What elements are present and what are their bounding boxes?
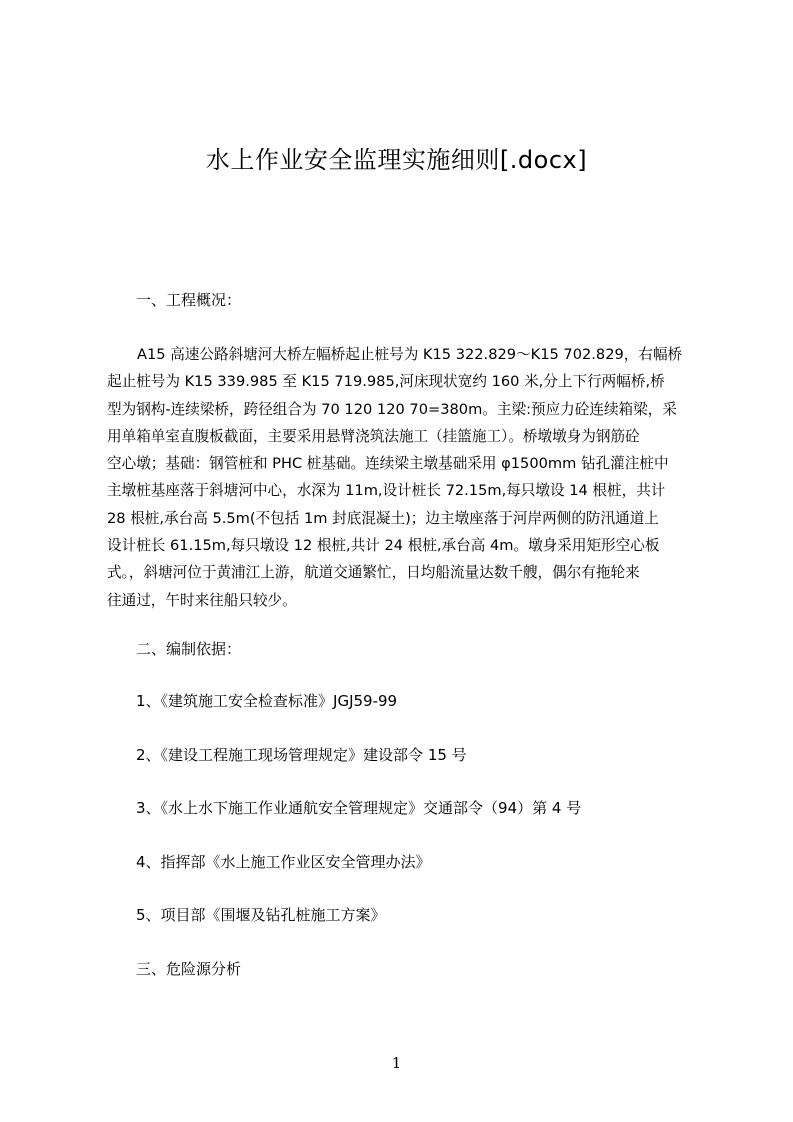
paragraph-line: 往通过，午时来往船只较少。 [107, 591, 297, 609]
overview-paragraph [107, 341, 697, 614]
basis-list-item: 2、《建设工程施工现场管理规定》建设部令 15 号 [136, 746, 467, 764]
document-title: 水上作业安全监理实施细则[.docx] [205, 146, 588, 174]
paragraph-line: 28 根桩,承台高 5.5m(不包括 1m 封底混凝土)；边主墩座落于河岸两侧的防汛通道上 [107, 509, 659, 527]
basis-list-item: 3、《水上水下施工作业通航安全管理规定》交通部令（94）第 4 号 [136, 799, 582, 817]
section-heading-basis: 二、编制依据： [136, 640, 242, 658]
paragraph-line: 起止桩号为 K15 339.985 至 K15 719.985,河床现状宽约 160 米,分上下行两幅桥,桥 [107, 373, 665, 391]
paragraph-line: 用单箱单室直腹板截面，主要采用悬臂浇筑法施工（挂篮施工）。桥墩墩身为钢筋砼 [107, 427, 640, 445]
basis-list-item: 1、《建筑施工安全检查标准》JGJ59-99 [136, 692, 398, 710]
paragraph-line: 主墩桩基座落于斜塘河中心，水深为 11m,设计桩长 72.15m,每只墩设 14 根桩，共计 [107, 482, 666, 500]
basis-list-item: 4、指挥部《水上施工作业区安全管理办法》 [136, 853, 431, 871]
section-heading-hazard: 三、危险源分析 [136, 960, 242, 978]
section-heading-overview: 一、工程概况： [136, 291, 242, 309]
paragraph-line: 设计桩长 61.15m,每只墩设 12 根桩,共计 24 根桩,承台高 4m。墩身采用矩形空心板 [107, 537, 660, 555]
basis-list-item: 5、项目部《围堰及钻孔桩施工方案》 [136, 906, 386, 924]
paragraph-line: 型为钢构-连续梁桥，跨径组合为 70 120 120 70=380m。主梁:预应力砼连续箱梁，采 [107, 400, 677, 418]
page-number: 1 [391, 1054, 402, 1072]
paragraph-line: 式。，斜塘河位于黄浦江上游，航道交通繁忙，日均船流量达数千艘，偶尔有拖轮来 [107, 564, 640, 582]
paragraph-line: 空心墩；基础：钢管桩和 PHC 桩基础。连续梁主墩基础采用 φ1500mm 钻孔灌注桩中 [107, 455, 669, 473]
paragraph-line: A15 高速公路斜塘河大桥左幅桥起止桩号为 K15 322.829～K15 702.829，右幅桥 [137, 346, 683, 363]
